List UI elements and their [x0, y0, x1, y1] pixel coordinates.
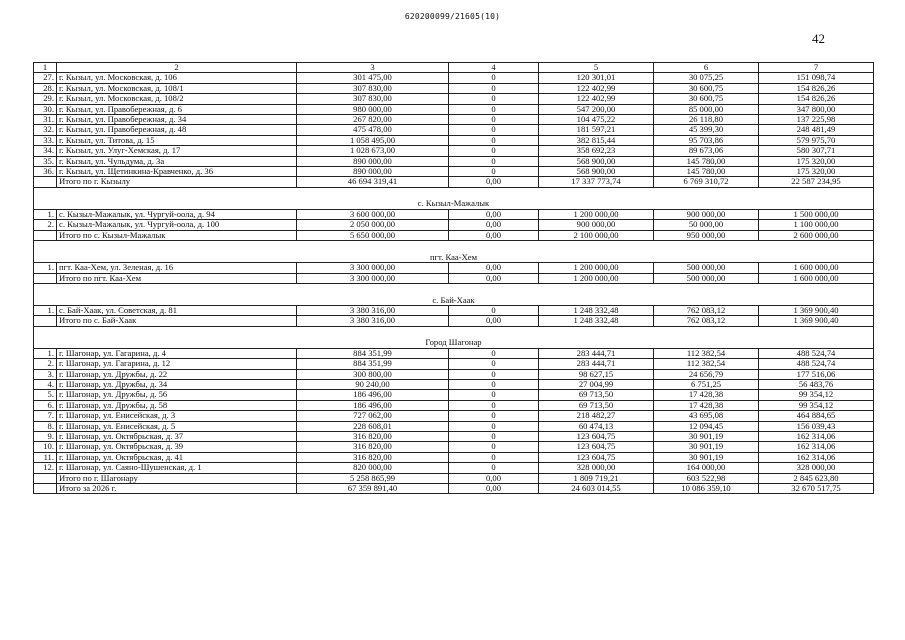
cell-col-3: 3 — [297, 63, 449, 73]
table-body — [34, 63, 874, 494]
cell-col-5: 123 604,75 — [539, 452, 654, 462]
cell-col-4: 0,00 — [449, 220, 539, 230]
cell-col-2: г. Шагонар, ул. Дружбы, д. 58 — [57, 400, 297, 410]
cell-col-5: 328 000,00 — [539, 463, 654, 473]
cell-col-3: 316 820,00 — [297, 442, 449, 452]
cell-col-4: 0,00 — [449, 209, 539, 219]
cell-col-1: 1. — [34, 348, 57, 358]
cell-col-2: г. Шагонар, ул. Енисейская, д. 3 — [57, 411, 297, 421]
cell-col-7: 162 314,06 — [759, 442, 874, 452]
cell-col-2: г. Шагонар, ул. Дружбы, д. 22 — [57, 369, 297, 379]
cell-col-7: 32 670 517,75 — [759, 484, 874, 494]
cell-col-6: 6 — [654, 63, 759, 73]
cell-col-1: 36. — [34, 167, 57, 177]
cell-col-4: 0 — [449, 73, 539, 83]
cell-col-5: 547 200,00 — [539, 104, 654, 114]
cell-col-2: г. Шагонар, ул. Гагарина, д. 4 — [57, 348, 297, 358]
table-row — [34, 115, 874, 125]
cell-col-5: 123 604,75 — [539, 442, 654, 452]
cell-col-4: 0 — [449, 348, 539, 358]
cell-col-5: 568 900,00 — [539, 156, 654, 166]
cell-col-5: 98 627,15 — [539, 369, 654, 379]
cell-col-4: 0,00 — [449, 273, 539, 283]
cell-col-7: 1 369 900,40 — [759, 305, 874, 315]
table-row — [34, 305, 874, 315]
cell-col-6: 762 083,12 — [654, 316, 759, 326]
cell-col-4: 0,00 — [449, 230, 539, 240]
cell-col-2: г. Кызыл, ул. Московская, д. 108/1 — [57, 83, 297, 93]
cell-col-3: 307 830,00 — [297, 83, 449, 93]
table-row — [34, 442, 874, 452]
cell-col-1: 4. — [34, 379, 57, 389]
cell-col-5: 2 100 000,00 — [539, 230, 654, 240]
cell-col-3: 5 650 000,00 — [297, 230, 449, 240]
cell-col-4: 0 — [449, 421, 539, 431]
table-row — [34, 220, 874, 230]
cell-col-3: 890 000,00 — [297, 167, 449, 177]
cell-col-3: 3 300 000,00 — [297, 263, 449, 273]
cell-col-7: 137 225,98 — [759, 115, 874, 125]
cell-col-6: 500 000,00 — [654, 263, 759, 273]
cell-col-2: г. Шагонар, ул. Гагарина, д. 12 — [57, 359, 297, 369]
cell-col-3: 884 351,99 — [297, 348, 449, 358]
cell-col-1: 34. — [34, 146, 57, 156]
cell-col-7: 347 800,00 — [759, 104, 874, 114]
cell-col-1: 3. — [34, 369, 57, 379]
cell-col-5: 358 692,23 — [539, 146, 654, 156]
cell-col-3: 1 058 495,00 — [297, 135, 449, 145]
cell-col-6: 164 000,00 — [654, 463, 759, 473]
cell-col-5: 123 604,75 — [539, 431, 654, 441]
cell-col-7: 1 369 900,40 — [759, 316, 874, 326]
cell-col-2: г. Кызыл, ул. Московская, д. 106 — [57, 73, 297, 83]
cell-col-6: 6 751,25 — [654, 379, 759, 389]
cell-col-6: 762 083,12 — [654, 305, 759, 315]
cell-col-1: 7. — [34, 411, 57, 421]
cell-col-7: 464 884,65 — [759, 411, 874, 421]
cell-col-3: 1 028 673,00 — [297, 146, 449, 156]
cell-col-4: 0 — [449, 156, 539, 166]
subtotal-row — [34, 177, 874, 187]
cell-col-6: 30 600,75 — [654, 94, 759, 104]
cell-col-4: 0,00 — [449, 316, 539, 326]
table-row — [34, 73, 874, 83]
table-row — [34, 94, 874, 104]
cell-col-6: 85 000,00 — [654, 104, 759, 114]
budget-table — [33, 62, 874, 494]
cell-col-1: 5. — [34, 390, 57, 400]
page-number: 42 — [812, 31, 825, 46]
cell-col-5: 283 444,71 — [539, 348, 654, 358]
cell-col-1: 11. — [34, 452, 57, 462]
cell-col-5: 17 337 773,74 — [539, 177, 654, 187]
cell-col-4: 0 — [449, 146, 539, 156]
subtotal-row — [34, 316, 874, 326]
cell-col-6: 45 399,30 — [654, 125, 759, 135]
cell-col-6: 900 000,00 — [654, 209, 759, 219]
cell-col-2: Итого по пгт. Каа-Хем — [57, 273, 297, 283]
cell-col-5: 1 200 000,00 — [539, 273, 654, 283]
cell-col-6: 30 600,75 — [654, 83, 759, 93]
cell-col-7: 7 — [759, 63, 874, 73]
cell-col-5: 120 301,01 — [539, 73, 654, 83]
table-row — [34, 348, 874, 358]
cell-col-7: 1 100 000,00 — [759, 220, 874, 230]
cell-col-3: 3 600 000,00 — [297, 209, 449, 219]
cell-col-3: 890 000,00 — [297, 156, 449, 166]
cell-col-6: 12 094,45 — [654, 421, 759, 431]
table-row — [34, 125, 874, 135]
cell-col-3: 186 496,00 — [297, 390, 449, 400]
cell-col-1: 28. — [34, 83, 57, 93]
cell-col-3: 3 380 316,00 — [297, 305, 449, 315]
cell-col-4: 0 — [449, 104, 539, 114]
table-row — [34, 452, 874, 462]
cell-col-6: 24 656,79 — [654, 369, 759, 379]
cell-col-4: 0,00 — [449, 263, 539, 273]
cell-col-6: 50 000,00 — [654, 220, 759, 230]
cell-col-4: 0 — [449, 167, 539, 177]
cell-col-1 — [34, 177, 57, 187]
cell-col-3: 307 830,00 — [297, 94, 449, 104]
section-header-row — [34, 187, 874, 209]
cell-col-3: 67 359 891,40 — [297, 484, 449, 494]
subtotal-row — [34, 473, 874, 483]
cell-col-2: г. Кызыл, ул. Титова, д. 15 — [57, 135, 297, 145]
cell-col-5: 24 603 014,55 — [539, 484, 654, 494]
cell-col-2: г. Шагонар, ул. Дружбы, д. 34 — [57, 379, 297, 389]
cell-col-2: г. Кызыл, ул. Московская, д. 108/2 — [57, 94, 297, 104]
cell-col-7: 99 354,12 — [759, 400, 874, 410]
cell-col-5: 1 200 000,00 — [539, 209, 654, 219]
cell-col-6: 17 428,38 — [654, 390, 759, 400]
cell-col-4: 0 — [449, 390, 539, 400]
cell-col-5: 218 482,27 — [539, 411, 654, 421]
cell-col-6: 10 086 359,10 — [654, 484, 759, 494]
cell-col-6: 95 703,86 — [654, 135, 759, 145]
cell-col-4: 0 — [449, 431, 539, 441]
table-row — [34, 156, 874, 166]
section-header-row — [34, 283, 874, 305]
cell-col-2: г. Шагонар, ул. Енисейская, д. 5 — [57, 421, 297, 431]
cell-col-7: 248 481,49 — [759, 125, 874, 135]
cell-col-7: 488 524,74 — [759, 359, 874, 369]
cell-col-3: 90 240,00 — [297, 379, 449, 389]
section-header-row — [34, 241, 874, 263]
cell-col-1: 31. — [34, 115, 57, 125]
cell-col-7: 580 307,71 — [759, 146, 874, 156]
cell-col-5: 122 402,99 — [539, 83, 654, 93]
cell-col-3: 316 820,00 — [297, 452, 449, 462]
table-row — [34, 390, 874, 400]
cell-col-2: Итого по с. Бай-Хаак — [57, 316, 297, 326]
subtotal-row — [34, 230, 874, 240]
cell-col-7: 2 600 000,00 — [759, 230, 874, 240]
cell-col-3: 316 820,00 — [297, 431, 449, 441]
cell-col-6: 145 780,00 — [654, 167, 759, 177]
section-title: пгт. Каа-Хем — [34, 241, 874, 263]
cell-col-7: 579 975,70 — [759, 135, 874, 145]
cell-col-5: 27 004,99 — [539, 379, 654, 389]
cell-col-2: с. Кызыл-Мажалык, ул. Чургуй-оола, д. 94 — [57, 209, 297, 219]
cell-col-5: 283 444,71 — [539, 359, 654, 369]
cell-col-3: 301 475,00 — [297, 73, 449, 83]
cell-col-1: 12. — [34, 463, 57, 473]
cell-col-7: 22 587 234,95 — [759, 177, 874, 187]
cell-col-4: 0 — [449, 379, 539, 389]
cell-col-4: 0 — [449, 442, 539, 452]
table-row — [34, 411, 874, 421]
cell-col-5: 122 402,99 — [539, 94, 654, 104]
table-row — [34, 379, 874, 389]
cell-col-1: 1 — [34, 63, 57, 73]
cell-col-7: 56 483,76 — [759, 379, 874, 389]
cell-col-2: г. Кызыл, ул. Чульдума, д. 3а — [57, 156, 297, 166]
table-row — [34, 431, 874, 441]
cell-col-7: 177 516,06 — [759, 369, 874, 379]
cell-col-3: 300 800,00 — [297, 369, 449, 379]
table-row — [34, 209, 874, 219]
cell-col-2: г. Шагонар, ул. Октябрьская, д. 41 — [57, 452, 297, 462]
cell-col-1: 35. — [34, 156, 57, 166]
cell-col-4: 0 — [449, 115, 539, 125]
cell-col-1: 27. — [34, 73, 57, 83]
cell-col-4: 0 — [449, 400, 539, 410]
cell-col-7: 151 098,74 — [759, 73, 874, 83]
table-row — [34, 263, 874, 273]
cell-col-6: 30 901,19 — [654, 431, 759, 441]
cell-col-2: г. Кызыл, ул. Щетинкина-Кравченко, д. 36 — [57, 167, 297, 177]
cell-col-7: 154 826,26 — [759, 94, 874, 104]
cell-col-4: 0 — [449, 359, 539, 369]
cell-col-5: 104 475,22 — [539, 115, 654, 125]
cell-col-4: 0,00 — [449, 473, 539, 483]
cell-col-2: Итого по г. Кызылу — [57, 177, 297, 187]
cell-col-1 — [34, 316, 57, 326]
cell-col-2: г. Кызыл, ул. Правобережная, д. 6 — [57, 104, 297, 114]
cell-col-5: 69 713,50 — [539, 400, 654, 410]
cell-col-4: 0 — [449, 305, 539, 315]
cell-col-2: г. Шагонар, ул. Октябрьская, д. 39 — [57, 442, 297, 452]
table-row — [34, 463, 874, 473]
cell-col-6: 112 382,54 — [654, 359, 759, 369]
cell-col-3: 980 000,00 — [297, 104, 449, 114]
cell-col-2: пгт. Каа-Хем, ул. Зеленая, д. 16 — [57, 263, 297, 273]
cell-col-1: 8. — [34, 421, 57, 431]
cell-col-3: 884 351,99 — [297, 359, 449, 369]
cell-col-4: 0 — [449, 83, 539, 93]
section-title: Город Шагонар — [34, 326, 874, 348]
cell-col-4: 0 — [449, 135, 539, 145]
cell-col-1: 9. — [34, 431, 57, 441]
cell-col-2: 2 — [57, 63, 297, 73]
cell-col-4: 0,00 — [449, 177, 539, 187]
cell-col-4: 0 — [449, 94, 539, 104]
cell-col-1: 29. — [34, 94, 57, 104]
section-title: с. Бай-Хаак — [34, 283, 874, 305]
cell-col-7: 328 000,00 — [759, 463, 874, 473]
cell-col-5: 1 809 719,21 — [539, 473, 654, 483]
cell-col-5: 5 — [539, 63, 654, 73]
cell-col-5: 1 248 332,48 — [539, 316, 654, 326]
cell-col-2: г. Кызыл, ул. Правобережная, д. 48 — [57, 125, 297, 135]
cell-col-5: 181 597,21 — [539, 125, 654, 135]
cell-col-7: 154 826,26 — [759, 83, 874, 93]
table-row — [34, 421, 874, 431]
cell-col-7: 1 600 000,00 — [759, 263, 874, 273]
cell-col-3: 267 820,00 — [297, 115, 449, 125]
cell-col-1: 2. — [34, 359, 57, 369]
cell-col-1 — [34, 230, 57, 240]
table-row — [34, 146, 874, 156]
cell-col-7: 156 039,43 — [759, 421, 874, 431]
table-row — [34, 400, 874, 410]
cell-col-2: Итого по с. Кызыл-Мажалык — [57, 230, 297, 240]
cell-col-7: 2 845 623,80 — [759, 473, 874, 483]
section-header-row — [34, 326, 874, 348]
cell-col-1: 1. — [34, 263, 57, 273]
cell-col-2: г. Шагонар, ул. Дружбы, д. 56 — [57, 390, 297, 400]
header-row — [34, 63, 874, 73]
cell-col-3: 46 694 319,41 — [297, 177, 449, 187]
cell-col-6: 30 901,19 — [654, 452, 759, 462]
cell-col-1: 32. — [34, 125, 57, 135]
cell-col-6: 30 075,25 — [654, 73, 759, 83]
cell-col-1: 6. — [34, 400, 57, 410]
cell-col-6: 500 000,00 — [654, 273, 759, 283]
cell-col-3: 820 000,00 — [297, 463, 449, 473]
cell-col-6: 145 780,00 — [654, 156, 759, 166]
cell-col-4: 0 — [449, 463, 539, 473]
cell-col-3: 727 062,00 — [297, 411, 449, 421]
cell-col-1: 10. — [34, 442, 57, 452]
cell-col-6: 30 901,19 — [654, 442, 759, 452]
cell-col-4: 0 — [449, 369, 539, 379]
section-title: с. Кызыл-Мажалык — [34, 187, 874, 209]
cell-col-1 — [34, 473, 57, 483]
cell-col-2: г. Кызыл, ул. Правобережная, д. 34 — [57, 115, 297, 125]
cell-col-2: г. Кызыл, ул. Улуг-Хемская, д. 17 — [57, 146, 297, 156]
cell-col-7: 1 500 000,00 — [759, 209, 874, 219]
cell-col-1 — [34, 273, 57, 283]
table-row — [34, 83, 874, 93]
cell-col-4: 0,00 — [449, 484, 539, 494]
cell-col-6: 26 118,80 — [654, 115, 759, 125]
cell-col-2: с. Кызыл-Мажалык, ул. Чургуй-оола, д. 100 — [57, 220, 297, 230]
cell-col-6: 17 428,38 — [654, 400, 759, 410]
grand-total-row — [34, 484, 874, 494]
table-row — [34, 167, 874, 177]
cell-col-5: 1 200 000,00 — [539, 263, 654, 273]
cell-col-3: 186 496,00 — [297, 400, 449, 410]
cell-col-1 — [34, 484, 57, 494]
cell-col-5: 568 900,00 — [539, 167, 654, 177]
cell-col-7: 175 320,00 — [759, 167, 874, 177]
cell-col-3: 3 300 000,00 — [297, 273, 449, 283]
table-row — [34, 369, 874, 379]
cell-col-5: 900 000,00 — [539, 220, 654, 230]
cell-col-4: 0 — [449, 452, 539, 462]
cell-col-4: 0 — [449, 125, 539, 135]
cell-col-7: 99 354,12 — [759, 390, 874, 400]
cell-col-3: 2 050 000,00 — [297, 220, 449, 230]
cell-col-5: 382 815,44 — [539, 135, 654, 145]
cell-col-4: 0 — [449, 411, 539, 421]
cell-col-6: 603 522,98 — [654, 473, 759, 483]
cell-col-6: 43 695,08 — [654, 411, 759, 421]
cell-col-3: 5 258 865,99 — [297, 473, 449, 483]
cell-col-4: 4 — [449, 63, 539, 73]
cell-col-3: 475 478,00 — [297, 125, 449, 135]
cell-col-2: Итого по г. Шагонару — [57, 473, 297, 483]
cell-col-1: 2. — [34, 220, 57, 230]
cell-col-2: г. Шагонар, ул. Октябрьская, д. 37 — [57, 431, 297, 441]
cell-col-6: 89 673,06 — [654, 146, 759, 156]
cell-col-1: 30. — [34, 104, 57, 114]
table-row — [34, 135, 874, 145]
cell-col-1: 33. — [34, 135, 57, 145]
cell-col-2: Итого за 2026 г. — [57, 484, 297, 494]
cell-col-2: с. Бай-Хаак, ул. Советская, д. 81 — [57, 305, 297, 315]
cell-col-3: 3 380 316,00 — [297, 316, 449, 326]
cell-col-6: 6 769 310,72 — [654, 177, 759, 187]
cell-col-7: 1 600 000,00 — [759, 273, 874, 283]
cell-col-6: 950 000,00 — [654, 230, 759, 240]
cell-col-3: 228 608,01 — [297, 421, 449, 431]
cell-col-5: 69 713,50 — [539, 390, 654, 400]
cell-col-7: 488 524,74 — [759, 348, 874, 358]
cell-col-7: 175 320,00 — [759, 156, 874, 166]
cell-col-1: 1. — [34, 209, 57, 219]
cell-col-7: 162 314,06 — [759, 431, 874, 441]
cell-col-5: 1 248 332,48 — [539, 305, 654, 315]
document-id: 620200099/21605(10) — [404, 12, 501, 21]
cell-col-5: 60 474,13 — [539, 421, 654, 431]
cell-col-7: 162 314,06 — [759, 452, 874, 462]
table-row — [34, 359, 874, 369]
cell-col-1: 1. — [34, 305, 57, 315]
subtotal-row — [34, 273, 874, 283]
cell-col-6: 112 382,54 — [654, 348, 759, 358]
cell-col-2: г. Шагонар, ул. Саяно-Шушенская, д. 1 — [57, 463, 297, 473]
table-row — [34, 104, 874, 114]
